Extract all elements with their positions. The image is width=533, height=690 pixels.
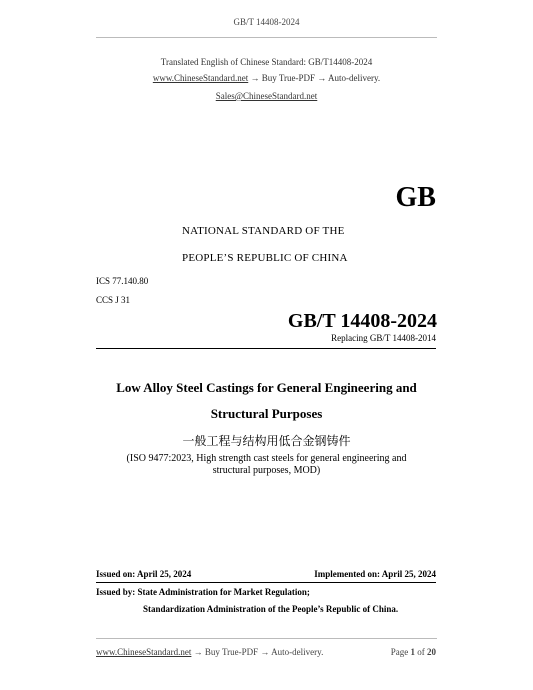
- replacing-note: Replacing GB/T 14408-2014: [331, 333, 436, 343]
- issued-by: Issued by: State Administration for Market Regulation;: [96, 587, 310, 597]
- footer-divider: [96, 638, 437, 639]
- translation-note: Translated English of Chinese Standard: GB/T14408-2024: [160, 57, 373, 67]
- issued-date: Issued on: April 25, 2024: [96, 569, 192, 579]
- site-link[interactable]: www.ChineseStandard.net: [152, 73, 249, 83]
- footer-buy-text: → Buy True-PDF → Auto-delivery.: [193, 647, 324, 657]
- page-of: of: [417, 647, 425, 657]
- header-divider: [96, 37, 437, 38]
- issue-divider: [96, 582, 436, 583]
- iso-reference-line2: structural purposes, MOD): [212, 465, 321, 476]
- chinese-title: 一般工程与结构用低合金钢铸件: [182, 434, 351, 448]
- ics-code: ICS 77.140.80: [96, 276, 149, 286]
- iso-reference-line1: (ISO 9477:2023, High strength cast steels for general engineering and: [126, 453, 407, 464]
- buy-line: [0, 73, 533, 83]
- national-standard-line2: PEOPLE’S REPUBLIC OF CHINA: [182, 252, 348, 264]
- issued-by-second: Standardization Administration of the People’s Republic of China.: [143, 604, 399, 614]
- page-current: 1: [410, 647, 415, 657]
- title-divider: [96, 348, 436, 349]
- page-label: Page: [390, 647, 409, 657]
- page-number: [391, 647, 436, 657]
- ccs-code: CCS J 31: [96, 295, 131, 305]
- running-header: GB/T 14408-2024: [233, 17, 300, 27]
- page-total: 20: [427, 647, 436, 657]
- standard-number: GB/T 14408-2024: [287, 310, 437, 332]
- footer-buy-line: [96, 647, 323, 657]
- implemented-date: Implemented on: April 25, 2024: [314, 569, 436, 579]
- email-line: [0, 91, 533, 101]
- buy-text: → Buy True-PDF → Auto-delivery.: [250, 73, 381, 83]
- gb-logo: GB: [395, 182, 436, 213]
- footer-site-link[interactable]: www.ChineseStandard.net: [96, 647, 192, 657]
- email-link[interactable]: Sales@ChineseStandard.net: [215, 91, 318, 101]
- national-standard-line1: NATIONAL STANDARD OF THE: [182, 225, 345, 237]
- title-line1: Low Alloy Steel Castings for General Engineering and: [116, 380, 417, 395]
- title-line2: Structural Purposes: [210, 406, 323, 421]
